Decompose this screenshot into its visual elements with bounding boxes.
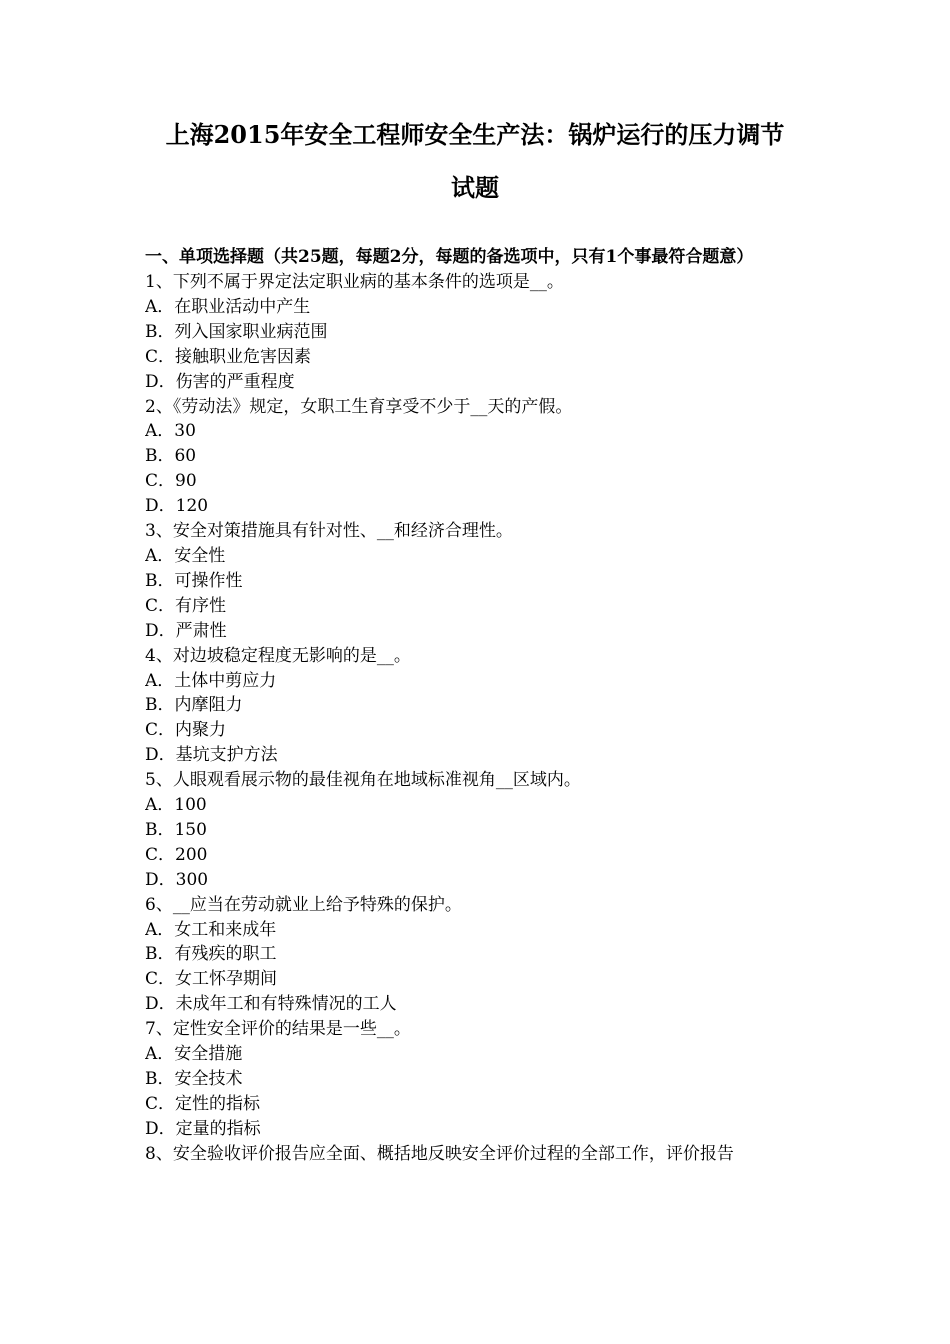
answer-option: A．在职业活动中产生 <box>145 296 311 317</box>
answer-option: A．安全性 <box>145 545 226 566</box>
answer-option: C．200 <box>145 844 208 865</box>
answer-option: C．有序性 <box>145 595 227 616</box>
answer-option: D．120 <box>145 496 209 517</box>
question-stem: 4、对边坡稳定程度无影响的是__。 <box>145 645 411 666</box>
question-stem: 2、《劳动法》规定，女职工生育享受不少于__天的产假。 <box>145 396 573 417</box>
question-3 <box>145 519 810 644</box>
answer-option: C．女工怀孕期间 <box>145 969 278 990</box>
question-stem: 1、下列不属于界定法定职业病的基本条件的选项是__。 <box>145 272 564 292</box>
question-2 <box>145 395 810 520</box>
answer-option: C．定性的指标 <box>145 1093 261 1114</box>
question-1 <box>145 270 810 395</box>
answer-option: A．安全措施 <box>145 1044 243 1065</box>
answer-option: B．安全技术 <box>145 1069 243 1089</box>
answer-option: D．300 <box>145 869 209 890</box>
answer-option: B．有残疾的职工 <box>145 944 277 965</box>
question-stem: 6、__应当在劳动就业上给予特殊的保护。 <box>145 894 462 915</box>
section-heading: 一、单项选择题（共25题，每题2分，每题的备选项中，只有1个事最符合题意） <box>145 247 754 267</box>
answer-option: A．土体中剪应力 <box>145 670 277 691</box>
answer-option: C．接触职业危害因素 <box>145 346 312 367</box>
answer-option: B．可操作性 <box>145 570 243 591</box>
question-8 <box>145 1142 810 1167</box>
document-title-continued: 试题 <box>451 173 499 202</box>
answer-option: A．100 <box>145 795 207 816</box>
answer-option: B．60 <box>145 446 197 467</box>
question-stem: 5、人眼观看展示物的最佳视角在地域标准视角__区域内。 <box>145 770 581 791</box>
answer-option: A．30 <box>145 421 196 442</box>
answer-option: B．内摩阻力 <box>145 695 243 716</box>
question-stem: 3、安全对策措施具有针对性、__和经济合理性。 <box>145 521 513 542</box>
document-body <box>145 245 810 1167</box>
answer-option: B．150 <box>145 819 207 840</box>
document-title: 上海2015年安全工程师安全生产法：锅炉运行的压力调节 <box>165 120 785 149</box>
answer-option: D．未成年工和有特殊情况的工人 <box>145 994 397 1015</box>
answer-option: A．女工和来成年 <box>145 919 277 940</box>
question-7 <box>145 1017 810 1142</box>
answer-option: B．列入国家职业病范围 <box>145 321 328 342</box>
question-5 <box>145 768 810 893</box>
question-4 <box>145 644 810 769</box>
answer-option: C．内聚力 <box>145 720 227 741</box>
answer-option: D．严肃性 <box>145 620 227 641</box>
question-stem: 8、安全验收评价报告应全面、概括地反映安全评价过程的全部工作，评价报告 <box>145 1143 734 1164</box>
answer-option: D．基坑支护方法 <box>145 745 278 766</box>
question-stem: 7、定性安全评价的结果是一些__。 <box>145 1019 411 1040</box>
question-6 <box>145 893 810 1018</box>
answer-option: C．90 <box>145 471 197 492</box>
answer-option: D．定量的指标 <box>145 1118 261 1139</box>
answer-option: D．伤害的严重程度 <box>145 371 295 392</box>
